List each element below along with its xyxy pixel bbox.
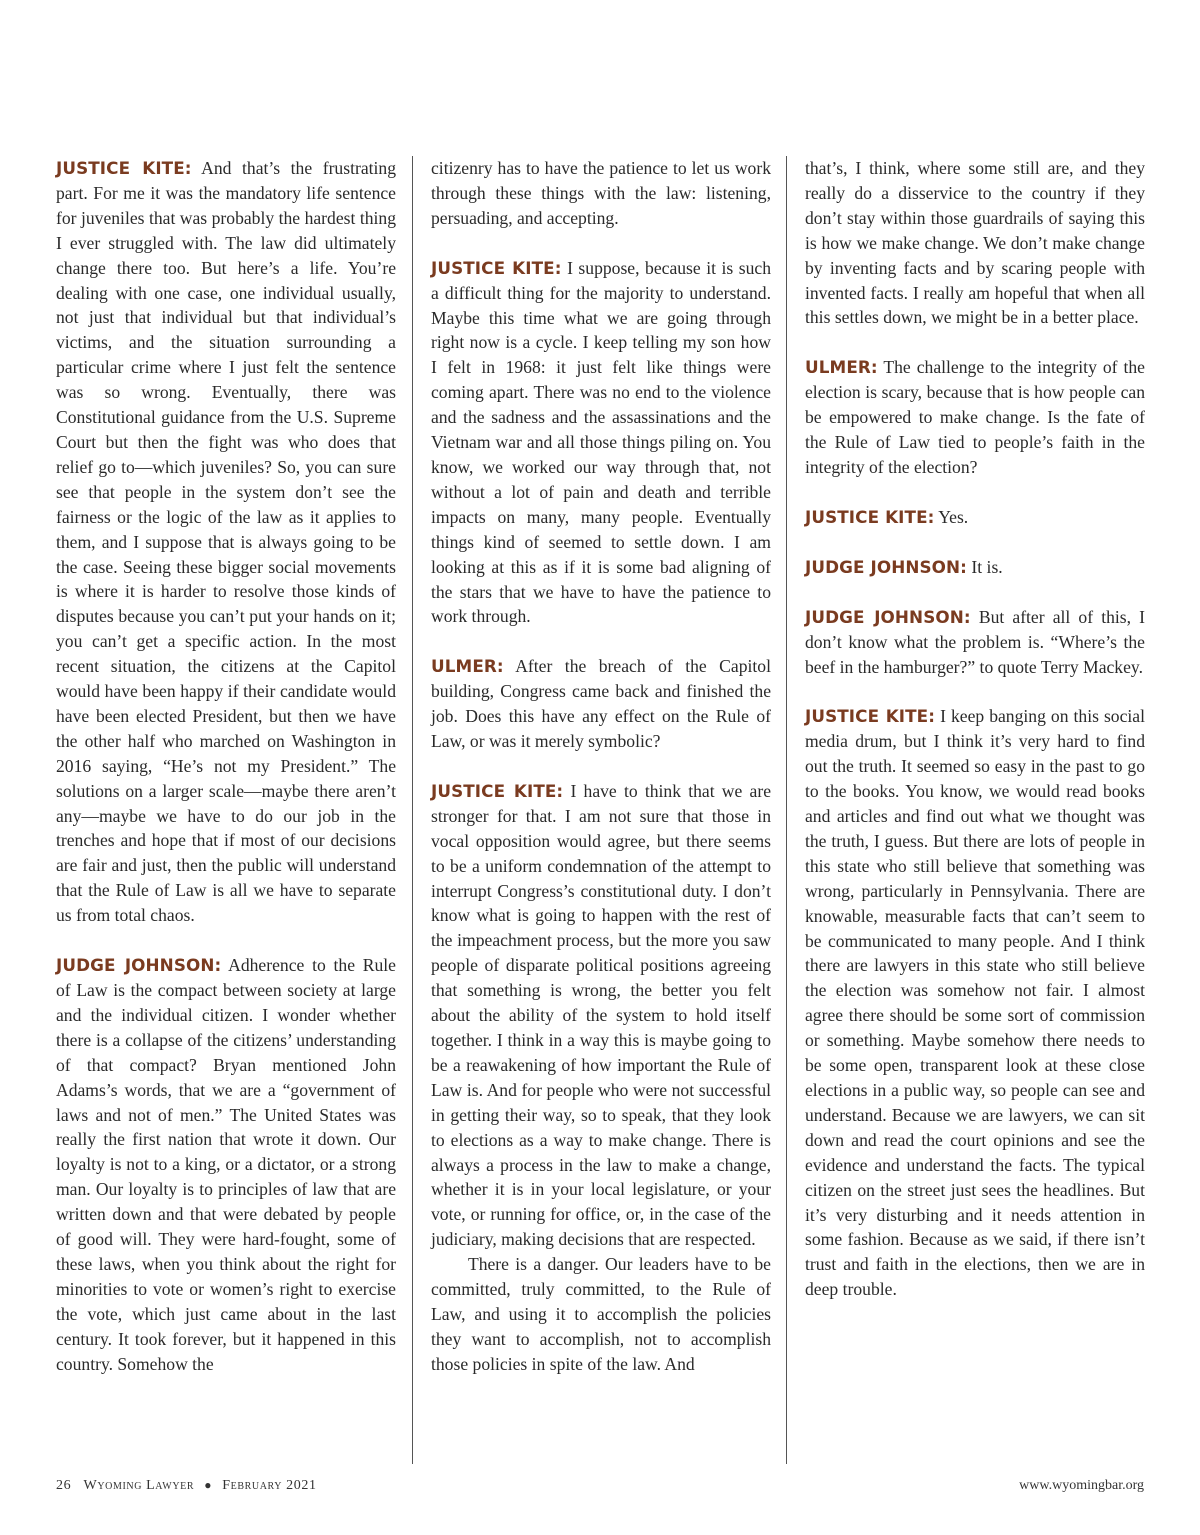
- speaker-label: JUSTICE KITE:: [431, 257, 562, 278]
- paragraph-text: And that’s the frustrating part. For me it was the mandatory life sentence for juveniles that was probably the hardest thing I ever struggled with. The law did ultimately change there too. But here’s a life. You’re dealing with one case, one individual usually, not just that individual but that individual’s victims, and the situation surrounding a particular crime where I just felt the sentence was so wrong. Eventually, there was Constitutional guidance from the U.S. Supreme Court but then the fight was who does that relief go to—which juveniles? So, you can sure see that people in the system don’t see the fairness or the logic of the law as it applies to them, and I suppose that is always going to be the case. Seeing these bigger social movements is where it is harder to resolve those kinds of disputes because you can’t put your hands on it; you can’t get a specific action. In the most recent situation, the citizens at the Capitol would have been happy if their candidate would have been elected President, but then we have the other half who marched on Washington in 2016 saying, “He’s not my President.” The solutions on a larger scale—maybe there aren’t any—maybe we have to do our job in the trenches and hope that if most of our decisions are fair and just, then the public will understand that the Rule of Law is all we have to separate us from total chaos.: [56, 158, 396, 926]
- article-column-2: [431, 156, 771, 1377]
- speaker-label: JUDGE JOHNSON:: [805, 606, 971, 627]
- paragraph-text: But after all of this, I don’t know what the problem is. “Where’s the beef in the hamburger?” to quote Terry Mackey.: [805, 606, 1145, 677]
- paragraph: [56, 953, 396, 1376]
- paragraph: [805, 505, 1145, 530]
- paragraph: [805, 704, 1145, 1302]
- paragraph-text: There is a danger. Our leaders have to be committed, truly committed, to the Rule of Law, and using it to accomplish the policies they want to accomplish, not to accomplish those policies in spite of the law. And: [431, 1254, 771, 1374]
- issue-date: February 2021: [222, 1478, 317, 1493]
- column-divider: [786, 156, 787, 1464]
- paragraph: [431, 156, 771, 231]
- paragraph-text: citizenry has to have the patience to let us work through these things with the law: listening, persuading, and accepting.: [431, 158, 771, 228]
- paragraph-text: I keep banging on this social media drum, but I think it’s very hard to find out the truth. It seemed so easy in the past to go to the books. You know, we would read books and articles and find out what we thought was the truth, I guess. But there are lots of people in this state who still believe that something was wrong, particularly in Pennsylvania. There are knowable, measurable facts that can’t seem to be communicated to many people. And I think there are lawyers in this state who still believe the election was somehow not fair. I almost agree there should be some sort of commission or something. Maybe somehow there needs to be some open, transparent look at these close elections in a public way, so people can see and understand. Because we are lawyers, we can sit down and read the court opinions and see the evidence and understand the facts. The typical citizen on the street just sees the headlines. But it’s very disturbing and it needs attention in some fashion. Because as we said, if there isn’t trust and faith in the elections, then we are in deep trouble.: [805, 706, 1146, 1300]
- paragraph: [431, 654, 771, 754]
- speaker-label: JUSTICE KITE:: [431, 780, 564, 801]
- paragraph-text: that’s, I think, where some still are, and they really do a disservice to the country if they don’t stay within those guardrails of saying this is how we make change. We don’t make change by inventing facts and by scaring people with invented facts. I really am hopeful that when all this settles down, we might be in a better place.: [805, 158, 1145, 328]
- paragraph: [431, 256, 771, 630]
- paragraph-text: I have to think that we are stronger for that. I am not sure that those in vocal opposition would agree, but there seems to be a uniform condemnation of the attempt to interrupt Congress’s constitutional duty. I don’t know what is going to happen with the rest of the impeachment process, but the more you saw people of disparate political positions agreeing that something is wrong, the better you felt about the ability of the system to hold itself together. I think in a way this is maybe going to be a reawakening of how important the Rule of Law is. And for people who were not successful in getting their way, so to speak, that they look to elections as a way to make change. There is always a process in the law to make a change, whether it is in your local legislature, or your vote, or running for office, or, in the case of the judiciary, making decisions that are respected.: [431, 780, 772, 1250]
- paragraph-text: It is.: [971, 556, 1003, 577]
- paragraph-text: Yes.: [938, 506, 969, 527]
- speaker-label: ULMER:: [805, 357, 878, 378]
- page-number: 26: [56, 1478, 72, 1493]
- paragraph-text: Adherence to the Rule of Law is the compact between society at large and the individual citizen. I wonder whether there is a collapse of the citizens’ understanding of that compact? Bryan mentioned John Adams’s words, that we are a “government of laws and not of men.” The United States was really the first nation that wrote it down. Our loyalty is not to a king, or a dictator, or a strong man. Our loyalty is to principles of law that are written down and that were debated by people of good will. They were hard-fought, some of these laws, when you think about the right for minorities to vote or women’s right to exercise the vote, which just came about in the last century. It took forever, but it happened in this country. Somehow the: [56, 955, 396, 1374]
- bullet-icon: ●: [204, 1478, 213, 1492]
- column-divider: [412, 156, 413, 1464]
- article-column-1: [56, 156, 396, 1377]
- article-column-3: [805, 156, 1145, 1302]
- paragraph: [431, 779, 771, 1252]
- paragraph-text: The challenge to the integrity of the election is scary, because that is how people can be empowered to make change. Is the fate of the Rule of Law tied to people’s faith in the integrity of the election?: [805, 357, 1145, 477]
- paragraph: [805, 555, 1145, 580]
- speaker-label: JUSTICE KITE:: [56, 158, 192, 178]
- speaker-label: ULMER:: [431, 656, 504, 677]
- paragraph: [805, 156, 1145, 330]
- paragraph: [56, 156, 396, 928]
- paragraph-text: I suppose, because it is such a difficult thing for the majority to understand. Maybe this time what we are going through right now is a cycle. I keep telling my son how I felt in 1968: it just felt like things were coming apart. There was no end to the violence and the sadness and the assassinations and the Vietnam war and all those things piling on. You know, we worked our way through that, not without a lot of pain and death and terrible impacts on many, many people. Eventually things kind of seemed to settle down. I am looking at this as if it is some bad aligning of the stars that we have to have the patience to work through.: [431, 257, 771, 627]
- speaker-label: JUDGE JOHNSON:: [805, 556, 967, 577]
- paragraph: [805, 355, 1145, 480]
- speaker-label: JUSTICE KITE:: [805, 506, 935, 527]
- paragraph: [805, 605, 1145, 680]
- speaker-label: JUSTICE KITE:: [805, 706, 936, 727]
- page-footer: [56, 1478, 317, 1494]
- paragraph-text: After the breach of the Capitol building, Congress came back and finished the job. Does this have any effect on the Rule of Law, or was it merely symbolic?: [431, 656, 771, 752]
- publication-name: Wyoming Lawyer: [83, 1478, 195, 1493]
- speaker-label: JUDGE JOHNSON:: [56, 955, 222, 976]
- website-url: www.wyomingbar.org: [1019, 1478, 1144, 1493]
- paragraph: [431, 1252, 771, 1377]
